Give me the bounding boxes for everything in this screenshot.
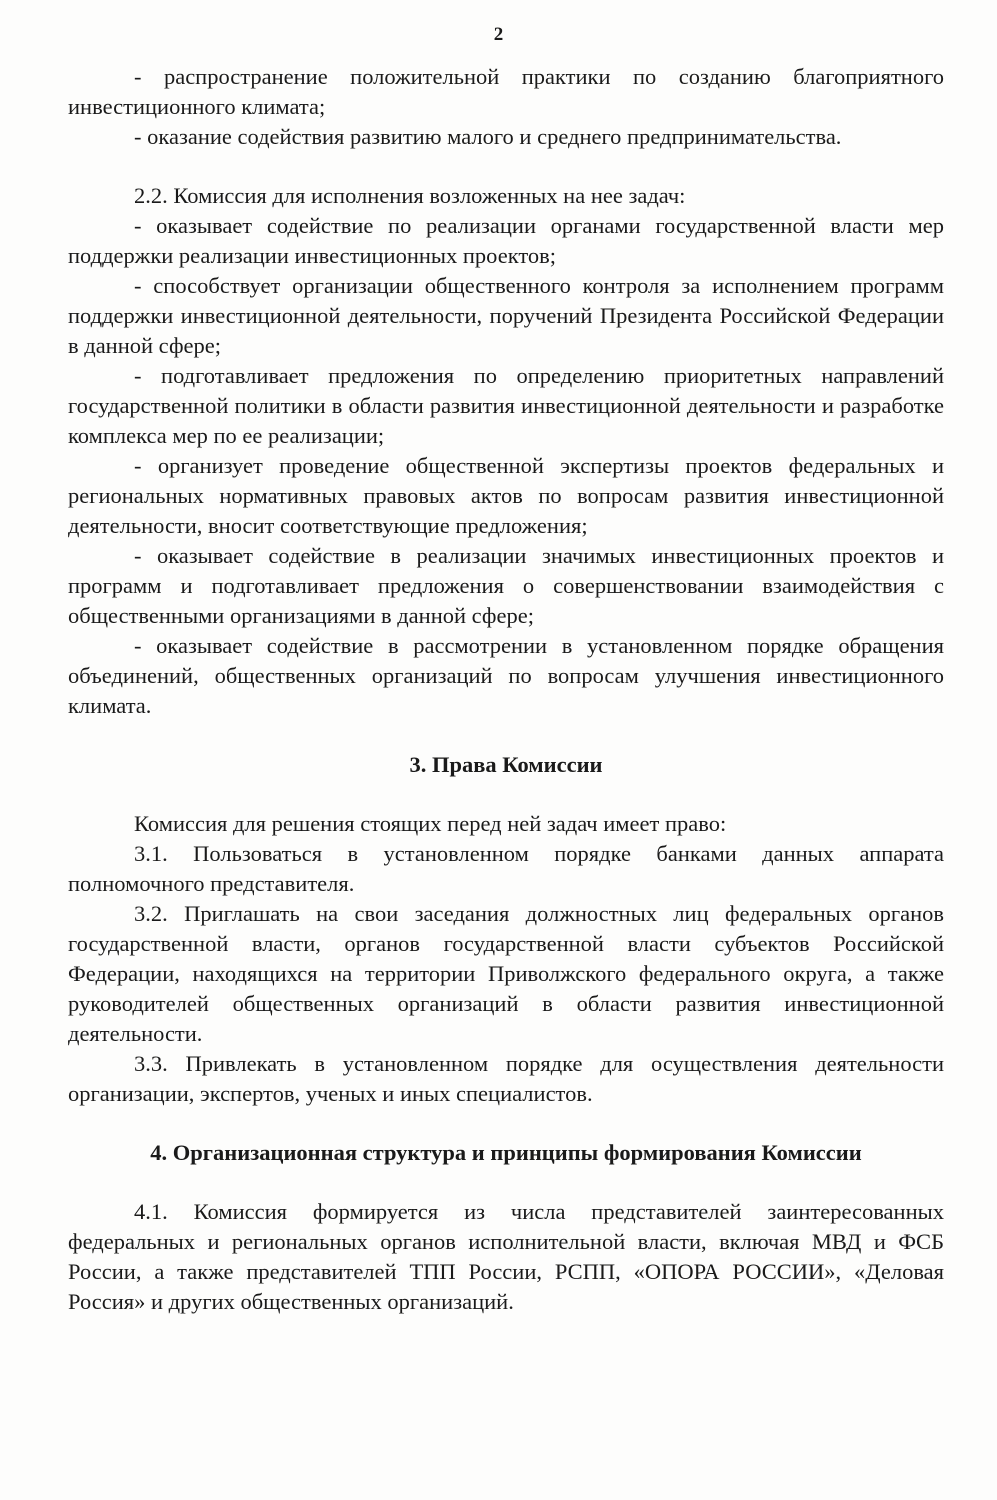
spacer [68, 721, 944, 750]
paragraph: - распространение положительной практики по созданию благоприятного инвестиционного климата; [68, 64, 944, 119]
list-item: - оказывает содействие в реализации значимых инвестиционных проектов и программ и подготавливает предложения о совершенствовании взаимодействия с общественными организациями в данной сфере; [68, 543, 944, 628]
list-item: - подготавливает предложения по определению приоритетных направлений государственной политики в области развития инвестиционной деятельности и разработке комплекса мер по ее реализации; [68, 363, 944, 448]
paragraph: - оказание содействия развитию малого и среднего предпринимательства. [134, 124, 842, 149]
spacer [68, 780, 944, 809]
list-item: - организует проведение общественной экспертизы проектов федеральных и региональных нормативных правовых актов по вопросам развития инвестиционной деятельности, вносит соответствующие предложения; [68, 453, 944, 538]
page-number: 2 [493, 24, 504, 45]
section-heading: 4. Организационная структура и принципы формирования Комиссии [150, 1140, 862, 1165]
list-item: - оказывает содействие в рассмотрении в установленном порядке обращения объединений, общественных организаций по вопросам улучшения инвестиционного климата. [68, 633, 944, 718]
list-item: - оказывает содействие по реализации органами государственной власти мер поддержки реализации инвестиционных проектов; [68, 213, 944, 268]
spacer [68, 1168, 944, 1197]
list-item: - способствует организации общественного контроля за исполнением программ поддержки инвестиционной деятельности, поручений Президента Российской Федерации в данной сфере; [68, 273, 944, 358]
list-item: 4.1. Комиссия формируется из числа представителей заинтересованных федеральных и региональных органов исполнительной власти, включая МВД и ФСБ России, а также представителей ТПП России, РСПП, «ОПОРА РОССИИ», «Деловая Россия» и других общественных организаций. [68, 1199, 944, 1314]
list-item: 3.3. Привлекать в установленном порядке для осуществления деятельности организации, экспертов, ученых и иных специалистов. [68, 1051, 944, 1106]
spacer [68, 1109, 944, 1138]
paragraph: 2.2. Комиссия для исполнения возложенных на нее задач: [134, 183, 686, 208]
list-item: 3.1. Пользоваться в установленном порядке банками данных аппарата полномочного представителя. [68, 841, 944, 896]
spacer [68, 152, 944, 181]
document-body [68, 62, 944, 1317]
list-item: 3.2. Приглашать на свои заседания должностных лиц федеральных органов государственной власти, органов государственной власти субъектов Российской Федерации, находящихся на территории Приволжского федерального округа, а также руководителей общественных организаций в области развития инвестиционной деятельности. [68, 901, 944, 1046]
section-heading: 3. Права Комиссии [409, 752, 603, 777]
paragraph: Комиссия для решения стоящих перед ней задач имеет право: [134, 811, 727, 836]
